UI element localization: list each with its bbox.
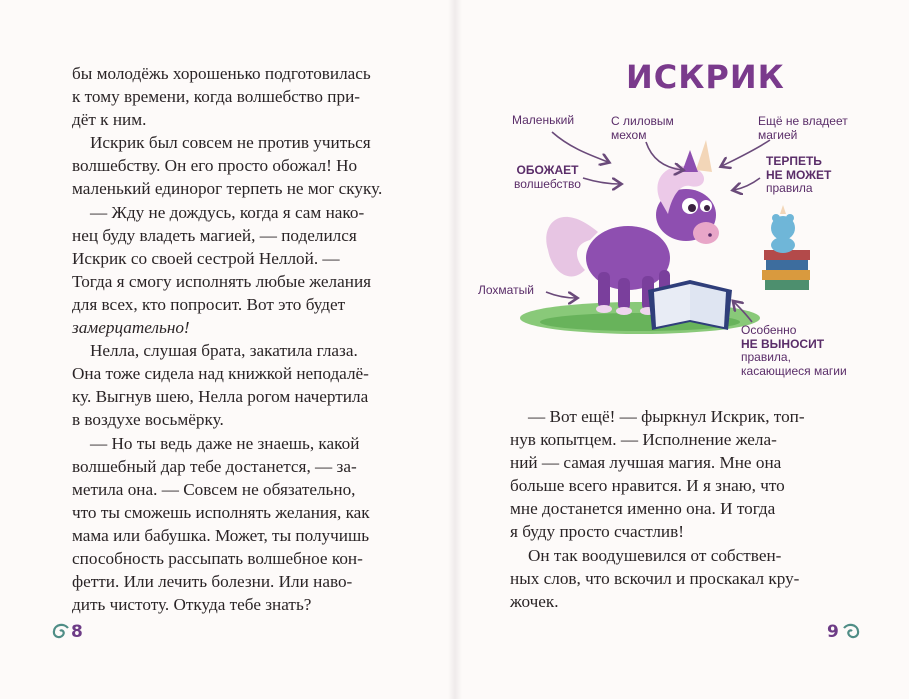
text-line: мама или бабушка. Может, ты получишь: [72, 525, 370, 545]
italic-word: замерцательно!: [72, 318, 190, 338]
arrow: [552, 132, 608, 162]
arrow: [734, 178, 760, 190]
text-line: бы молодёжь хорошенько подготовилась: [72, 64, 371, 83]
label-lilac-fur: [611, 115, 674, 142]
label-line: ТЕРПЕТЬ: [766, 154, 822, 168]
text-line: для всех, кто попросит. Вот это будет: [72, 294, 346, 314]
arrow: [646, 142, 682, 170]
text-line: Он так воодушевился от собствен-: [528, 545, 782, 565]
text-line: волшебству. Он его просто обожал! Но: [72, 156, 358, 176]
label-line: НЕ МОЖЕТ: [766, 167, 832, 182]
text-line: маленький единорог терпеть не мог скуку.: [72, 179, 383, 199]
label-hates-rules: [766, 155, 831, 196]
text-line: Она тоже сидела над книжкой неподалё-: [72, 364, 369, 384]
label-line: волшебство: [514, 176, 581, 191]
flourish-icon: [840, 622, 862, 642]
label-line: правила: [766, 181, 813, 195]
label-not-yet-magic: [758, 115, 848, 142]
arrow: [546, 292, 576, 298]
text-line: ку. Выгнув шею, Нелла рогом начертила: [72, 387, 369, 407]
label-line: правила,: [741, 350, 791, 364]
text-line: Нелла, слушая брата, закатила глаза.: [90, 341, 358, 361]
text-line: Искрик был совсем не против учиться: [90, 133, 371, 153]
label-line: ОБОЖАЕТ: [516, 163, 579, 177]
page-number-right: 9: [827, 622, 839, 642]
text-line: жочек.: [510, 591, 559, 611]
text-line: я буду просто счастлив!: [510, 522, 684, 542]
label-line: магией: [758, 127, 798, 142]
text-line: в воздухе восьмёрку.: [72, 410, 224, 430]
label-loves-magic: [514, 164, 581, 191]
text-line: дить чистоту. Откуда тебе знать?: [72, 595, 312, 615]
text-line: — Но ты ведь даже не знаешь, какой: [90, 433, 360, 453]
arrow: [583, 178, 620, 184]
text-line: — Жду не дождусь, когда я сам нако-: [90, 202, 365, 222]
text-line: Искрик со своей сестрой Неллой. —: [72, 248, 340, 268]
right-page-text: [510, 405, 840, 613]
arrow: [722, 140, 770, 166]
text-line: больше всего нравится. И я знаю, что: [510, 476, 785, 496]
text-line: Тогда я смогу исполнять любые желания: [72, 271, 372, 291]
paragraph: [510, 405, 840, 544]
text-line: фетти. Или лечить болезни. Или наво-: [72, 572, 353, 592]
text-line: нец буду владеть магией, — поделился: [72, 225, 357, 245]
teddy-toy: [771, 205, 795, 253]
label-line: С лиловым: [611, 114, 674, 128]
text-line: мне достанется именно она. И тогда: [510, 499, 776, 519]
label-especially-hates: [741, 324, 847, 378]
text-line: нув копытцем. — Исполнение жела-: [510, 430, 777, 450]
text-line: что ты сможешь исполнять желания, как: [72, 502, 370, 522]
text-line: ных слов, что вскочил и проскакал кру-: [510, 568, 800, 588]
text-line: — Вот ещё! — фыркнул Искрик, топ-: [528, 407, 805, 426]
text-line: способность рассыпать волшебное кон-: [72, 548, 363, 568]
text-line: к тому времени, когда волшебство при-: [72, 87, 361, 107]
book-stack: [762, 250, 810, 290]
paragraph: [510, 544, 840, 613]
text-line: метила она. — Совсем не обязательно,: [72, 479, 356, 499]
label-small: Маленький: [512, 113, 575, 127]
label-line: мехом: [611, 127, 647, 142]
label-line: НЕ ВЫНОСИТ: [741, 336, 825, 351]
label-shaggy: Лохматый: [478, 283, 534, 297]
horn: [696, 140, 712, 172]
flourish-icon: [50, 622, 72, 642]
page-number-left: 8: [71, 622, 83, 642]
text-line: ний — самая лучшая магия. Мне она: [510, 453, 782, 473]
label-line: Особенно: [741, 323, 797, 337]
text-line: волшебный дар тебе достанется, — за-: [72, 456, 357, 476]
label-line: касающиеся магии: [741, 363, 847, 378]
text-line: дёт к ним.: [72, 110, 147, 130]
character-title: ИСКРИК: [626, 58, 785, 96]
label-line: Ещё не владеет: [758, 114, 848, 128]
